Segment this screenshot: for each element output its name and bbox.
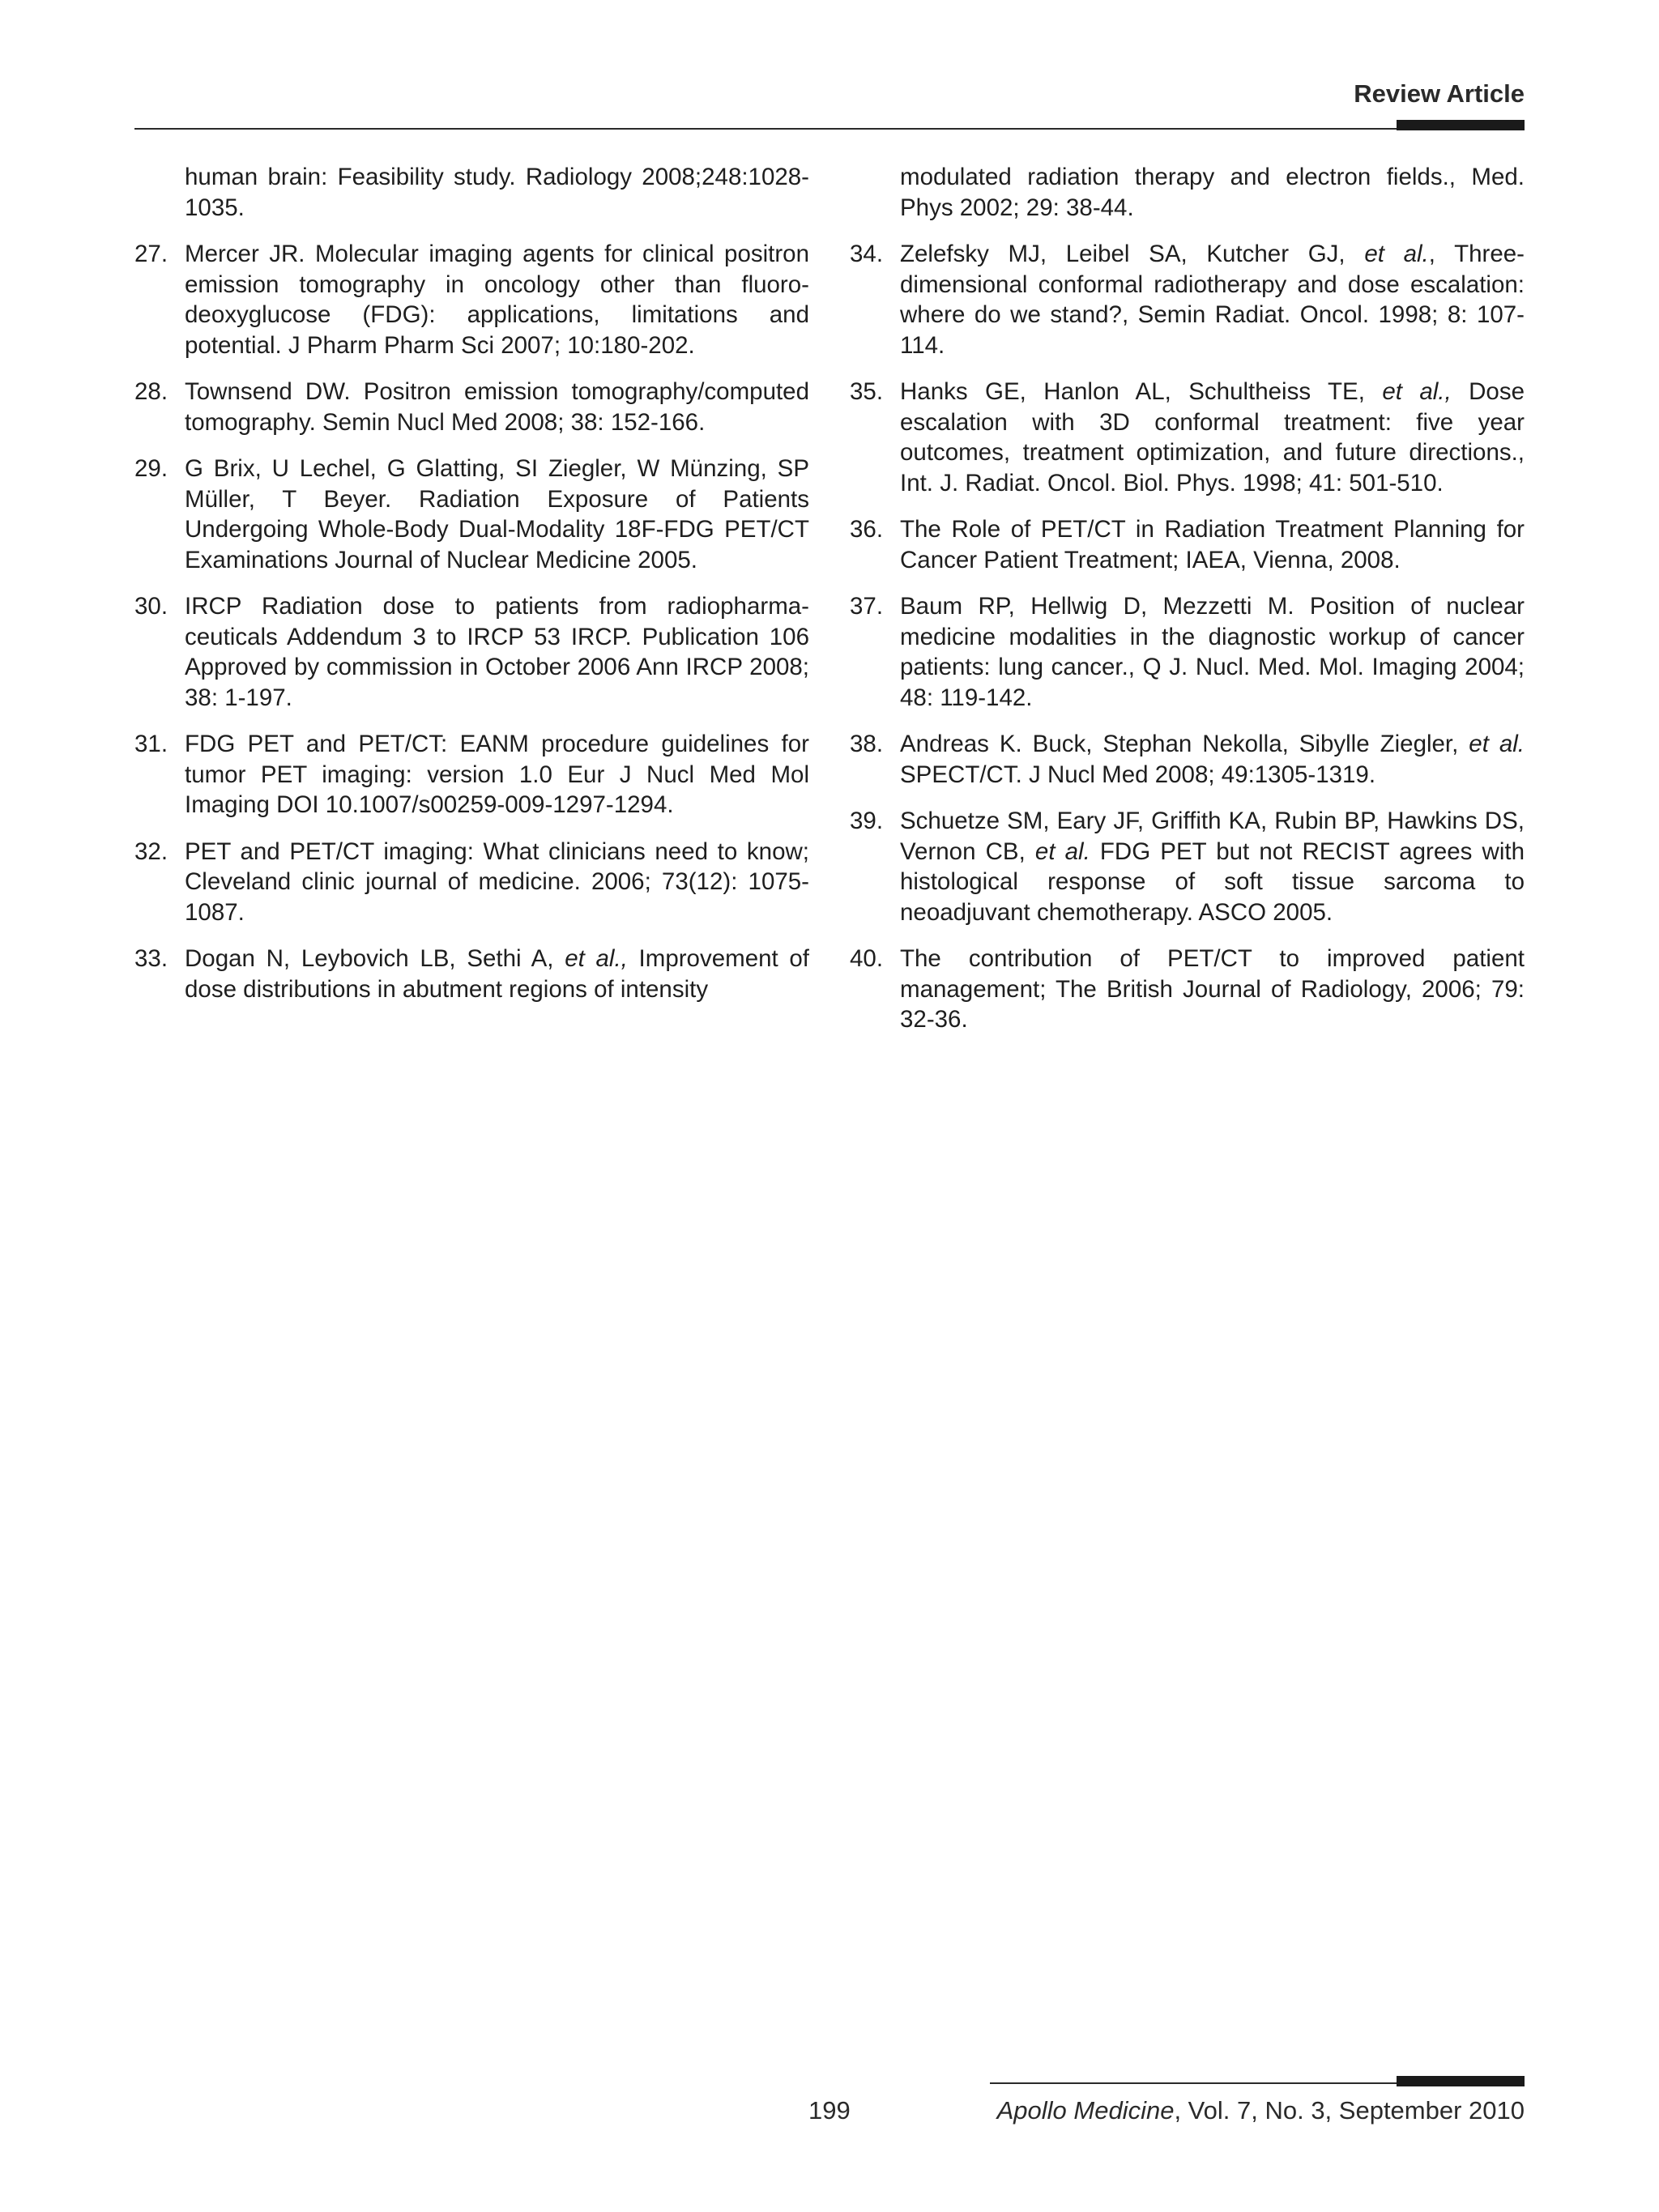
- reference-text: [900, 514, 1525, 575]
- reference-28: [134, 377, 809, 437]
- reference-continuation: [134, 162, 809, 223]
- et-al-italic: et al.: [1469, 731, 1525, 757]
- reference-number: 33.: [134, 945, 168, 972]
- reference-39: [850, 806, 1525, 927]
- journal-citation: [997, 2096, 1525, 2125]
- reference-text: G Brix, U Lechel, G Glatting, SI Ziegler, W Münzing, SP Müller, T Beyer. Radiation Exposure of Patients Undergoing Whole-Body Dual-Modality 18F-FDG PET/CT Examinations Journal of Nuclear Medicine 2005.: [185, 455, 809, 573]
- reference-number: 28.: [134, 378, 168, 405]
- reference-31: [134, 729, 809, 820]
- reference-37: [850, 591, 1525, 713]
- left-column: [134, 162, 809, 1021]
- reference-text: Townsend DW. Positron emission tomography/computed tomography. Semin Nucl Med 2008; 38: 152-166.: [185, 378, 809, 436]
- reference-text-part: Schuetze SM, Eary JF, Griffith KA, Rubin BP, Hawkins DS, Vernon CB,: [900, 808, 1525, 865]
- reference-number: 31.: [134, 731, 168, 757]
- reference-number: 40.: [850, 945, 884, 972]
- reference-number: 39.: [850, 808, 884, 834]
- reference-text: FDG PET and PET/CT: EANM procedure guidelines for tumor PET imaging: version 1.0 Eur J Nucl Med Mol Imaging DOI 10.1007/s00259-009-1297-1294.: [185, 731, 809, 818]
- right-column: [850, 162, 1525, 1051]
- reference-text: [900, 239, 1525, 360]
- reference-text: modulated radiation therapy and electron fields., Med. Phys 2002; 29: 38-44.: [900, 164, 1525, 221]
- reference-30: [134, 591, 809, 713]
- reference-text-part: The contribution of PET/CT to improved patient management; The British Journal of Radiology, 2006; 79: 32-36.: [900, 945, 1525, 1033]
- reference-number: 37.: [850, 593, 884, 620]
- reference-text-part: The Role of PET/CT in Radiation Treatment Planning for Cancer Patient Treatment; IAEA, Vienna, 2008.: [900, 516, 1525, 573]
- reference-text-part: SPECT/CT. J Nucl Med 2008; 49:1305-1319.: [900, 761, 1376, 788]
- et-al-italic: et al.: [1034, 837, 1090, 865]
- section-label: Review Article: [1354, 79, 1525, 108]
- reference-text: [900, 729, 1525, 790]
- et-al-italic: et al.: [1364, 241, 1429, 267]
- reference-text: PET and PET/CT imaging: What clinicians need to know; Cleveland clinic journal of medicine. 2006; 73(12): 1075-1087.: [185, 837, 809, 926]
- et-al-italic: et al.,: [1382, 378, 1452, 405]
- reference-text-part: Dose escalation with 3D conformal treatment: five year outcomes, treatment optimization, and future directions., Int. J. Radiat. Oncol. Biol. Phys. 1998; 41: 501-510.: [900, 378, 1525, 497]
- header-accent-bar: [1397, 120, 1525, 130]
- reference-text-part: Dogan N, Leybovich LB, Sethi A,: [185, 945, 565, 972]
- reference-number: 36.: [850, 516, 884, 543]
- reference-text: human brain: Feasibility study. Radiology 2008;248:1028-1035.: [185, 164, 809, 221]
- reference-38: [850, 729, 1525, 790]
- reference-33: [134, 944, 809, 1004]
- reference-27: [134, 239, 809, 360]
- reference-text: [900, 377, 1525, 498]
- reference-continuation: [850, 162, 1525, 223]
- journal-name: Apollo Medicine: [996, 2096, 1175, 2125]
- reference-32: [134, 837, 809, 928]
- journal-issue: , Vol. 7, No. 3, September 2010: [1174, 2096, 1525, 2125]
- footer-accent-bar: [1397, 2076, 1525, 2086]
- page-number: 199: [808, 2096, 851, 2125]
- reference-29: [134, 454, 809, 575]
- reference-number: 27.: [134, 241, 168, 267]
- reference-text-part: Hanks GE, Hanlon AL, Schultheiss TE,: [900, 378, 1383, 405]
- reference-text-part: Baum RP, Hellwig D, Mezzetti M. Position of nuclear medicine modalities in the diagnostic workup of cancer patients: lung cancer., Q J. Nucl. Med. Mol. Imaging 2004; 48: 119-142.: [900, 593, 1525, 711]
- reference-number: 32.: [134, 837, 168, 865]
- reference-text-part: Andreas K. Buck, Stephan Nekolla, Sibylle Ziegler,: [900, 731, 1469, 757]
- reference-number: 38.: [850, 731, 884, 757]
- reference-text: [900, 806, 1525, 927]
- reference-number: 34.: [850, 241, 884, 267]
- reference-number: 29.: [134, 455, 168, 482]
- reference-text: IRCP Radiation dose to patients from radiopharma-ceuticals Addendum 3 to IRCP 53 IRCP. Publication 106 Approved by commission in October 2006 Ann IRCP 2008; 38: 1-197.: [185, 593, 809, 711]
- reference-40: [850, 944, 1525, 1035]
- reference-text-part: FDG PET but not RECIST agrees with histological response of soft tissue sarcoma to neoadjuvant chemotherapy. ASCO 2005.: [900, 837, 1525, 926]
- header-rule: [134, 128, 1525, 130]
- reference-number: 35.: [850, 378, 884, 405]
- et-al-italic: et al.,: [565, 945, 628, 972]
- reference-text: Mercer JR. Molecular imaging agents for clinical positron emission tomography in oncology other than fluoro-deoxyglucose (FDG): applications, limitations and potential. J Pharm Pharm Sci 2007; 10:180-202.: [185, 241, 809, 359]
- reference-text-part: Zelefsky MJ, Leibel SA, Kutcher GJ,: [900, 241, 1365, 267]
- reference-text-part: , Three-dimensional conformal radiotherapy and dose escalation: where do we stand?, Semin Radiat. Oncol. 1998; 8: 107-114.: [900, 241, 1525, 359]
- reference-34: [850, 239, 1525, 360]
- reference-text: [900, 591, 1525, 713]
- reference-number: 30.: [134, 593, 168, 620]
- reference-35: [850, 377, 1525, 498]
- reference-text: [185, 944, 809, 1004]
- reference-text: [900, 944, 1525, 1035]
- reference-text-part: Improvement of dose distributions in abutment regions of intensity: [185, 945, 809, 1003]
- reference-36: [850, 514, 1525, 575]
